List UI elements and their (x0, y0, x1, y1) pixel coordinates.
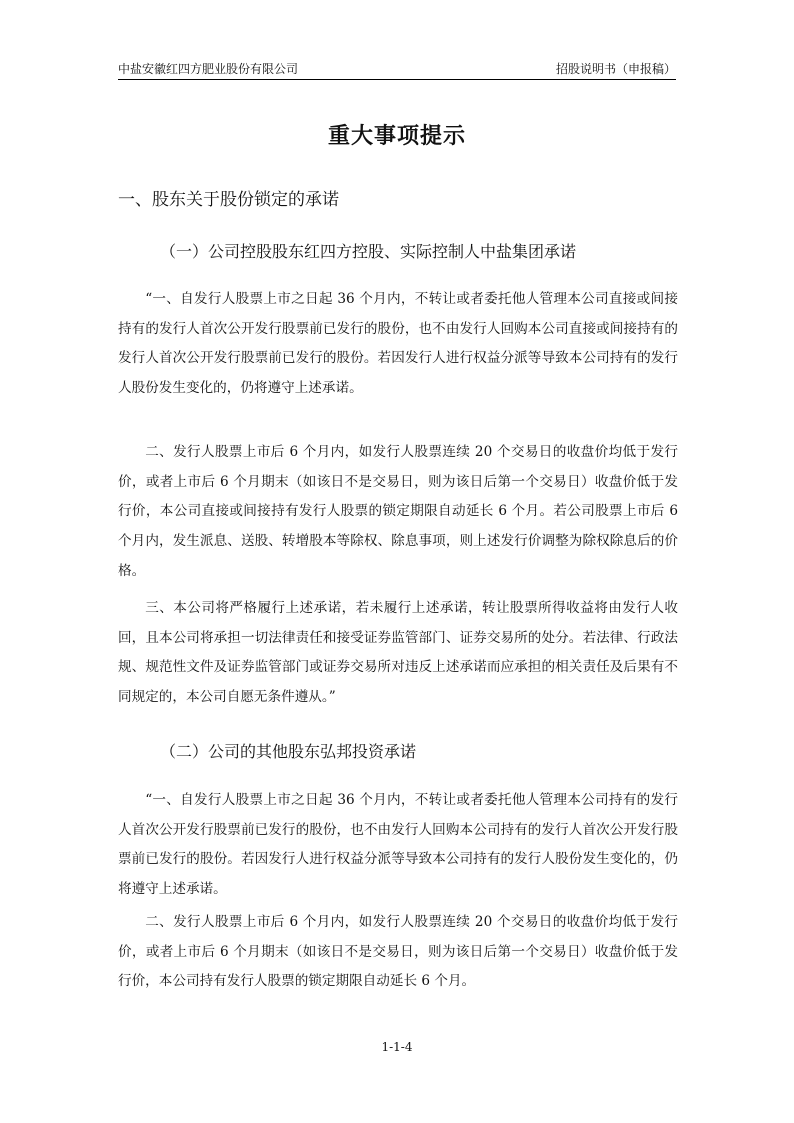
paragraph: 二、发行人股票上市后 6 个月内，如发行人股票连续 20 个交易日的收盘价均低于发行价，或者上市后 6 个月期末（如该日不是交易日，则为该日后第一个交易日）收盘价低于发行价，本公司直接或间接持有发行人股票的锁定期限自动延长 6 个月。若公司股票上市后 6 个月内，发生派息、送股、转增股本等除权、除息事项，则上述发行价调整为除权除息后的价格。 (118, 444, 678, 579)
section-heading-lockup-commitments: 一、股东关于股份锁定的承诺 (118, 190, 339, 210)
paragraph: 二、发行人股票上市后 6 个月内，如发行人股票连续 20 个交易日的收盘价均低于发行价，或者上市后 6 个月期末（如该日不是交易日，则为该日后第一个交易日）收盘价低于发行价，本公司持有发行人股票的锁定期限自动延长 6 个月。 (118, 914, 678, 990)
subsection-heading-other-shareholder: （二）公司的其他股东弘邦投资承诺 (160, 742, 417, 761)
page-title: 重大事项提示 (327, 124, 466, 149)
paragraph: “一、自发行人股票上市之日起 36 个月内，不转让或者委托他人管理本公司持有的发行人首次公开发行股票前已发行的股份，也不由发行人回购本公司持有的发行人首次公开发行股票前已发行的股份。若因发行人进行权益分派等导致本公司持有的发行人股份发生变化的，仍将遵守上述承诺。 (118, 792, 678, 898)
paragraph: 三、本公司将严格履行上述承诺，若未履行上述承诺，转让股票所得收益将由发行人收回，且本公司将承担一切法律责任和接受证券监管部门、证券交易所的处分。若法律、行政法规、规范性文件及证券监管部门或证券交易所对违反上述承诺而应承担的相关责任及后果有不同规定的，本公司自愿无条件遵从。” (118, 600, 678, 706)
header-document-type: 招股说明书（申报稿） (555, 62, 676, 76)
page-number: 1-1-4 (381, 1040, 413, 1054)
header-company-name: 中盐安徽红四方肥业股份有限公司 (118, 62, 299, 76)
page-header (118, 56, 676, 80)
paragraph: “一、自发行人股票上市之日起 36 个月内，不转让或者委托他人管理本公司直接或间接持有的发行人首次公开发行股票前已发行的股份，也不由发行人回购本公司直接或间接持有的发行人首次公开发行股票前已发行的股份。若因发行人进行权益分派等导致本公司持有的发行人股份发生变化的，仍将遵守上述承诺。 (118, 291, 678, 397)
subsection-heading-controlling-shareholder: （一）公司控股股东红四方控股、实际控制人中盐集团承诺 (160, 242, 577, 261)
